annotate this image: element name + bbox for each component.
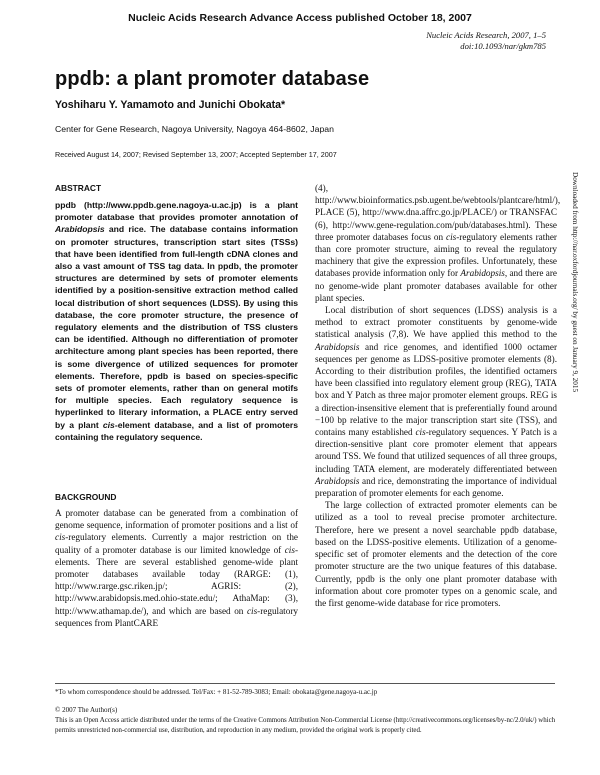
copyright: © 2007 The Author(s)	[55, 706, 118, 714]
paragraph: (4), http://www.bioinformatics.psb.ugent.be/webtools/plantcare/html/), PLACE (5), http://www.dna.affrc.go.jp/PLACE/) or TRANSFAC (6), http://www.gene-regulation.com/pub/databases.html). These three promoter databases focus on cis-regulatory elements rather than core promoter structure, aiming to reveal the regulatory machinery that give the expression profiles. Unfortunately, these databases provide information only for Arabidopsis, and there are no genome-wide plant promoter databases available for other plant species.	[315, 183, 561, 303]
footnote-divider	[55, 683, 555, 684]
journal-banner: Nucleic Acids Research Advance Access published October 18, 2007	[128, 12, 472, 24]
paragraph: Local distribution of short sequences (LDSS) analysis is a method to extract promoter constituents by genome-wide statistical analysis (7,8). We have applied this method to the Arabidopsis and rice genomes, and identified 1000 octamer sequences per genome as LDSS-positive promoter elements (8). According to their distribution profiles, the identified octamers have been classified into regulatory element group (REG), TATA box and Y Patch as three major promoter element groups. REG is a direction-insensitive element that is preferentially found around −100 bp relative to the major transcription start site (TSS), and contains many established cis-regulatory sequences. Y Patch is a direction-sensitive plant core promoter element that appears around TSS. We found that utilized sequences of all three groups, including TATA element, are moderately differentiated between Arabidopsis and rice, demonstrating the importance of individual preparation of promoter elements for each genome.	[315, 305, 557, 499]
doi: doi:10.1093/nar/gkm785	[460, 41, 546, 51]
journal-citation: Nucleic Acids Research, 2007, 1–5	[426, 30, 546, 40]
journal-reference	[426, 30, 546, 52]
paper-title: ppdb: a plant promoter database	[55, 68, 370, 90]
license-text: This is an Open Access article distributed under the terms of the Creative Commons Attribution Non-Commercial License (http://creativecommons.org/licenses/by-nc/2.0/uk/) which permits unrestricted non-commercial use, distribution, and reproduction in any medium, provided the original work is properly cited.	[55, 717, 556, 734]
correspondence-footnote: *To whom correspondence should be addressed. Tel/Fax: + 81-52-789-3083; Email: obokata@gene.nagoya-u.ac.jp	[55, 688, 378, 696]
authors: Yoshiharu Y. Yamamoto and Junichi Obokata*	[55, 99, 286, 111]
download-watermark	[565, 172, 585, 602]
affiliation: Center for Gene Research, Nagoya University, Nagoya 464-8602, Japan	[55, 124, 334, 134]
abstract-text: ppdb (http://www.ppdb.gene.nagoya-u.ac.jp) is a plant promoter database that provides promoter annotation of Arabidopsis and rice. The database contains information on promoter structures, transcription start sites (TSSs) that have been identified from full-length cDNA clones and also a vast amount of TSS tag data. In ppdb, the promoter structures are determined by sets of promoter elements identified by a position-sensitive extraction method called local distribution of short sequences (LDSS). By using this database, the core promoter structure, the presence of regulatory elements and the distribution of TSS clusters can be identified. Although no differentiation of promoter architecture among plant species has been reported, there is some divergence of utilized sequences for promoter elements. Therefore, ppdb is based on species-specific sets of promoter elements, rather than on general motifs for multiple species. Each regulatory sequence is hyperlinked to literary information, a PLACE entry served by a plant cis-element database, and a list of promoters containing the regulatory sequence.	[55, 200, 298, 442]
download-note: Downloaded from http://nar.oxfordjournals.org/ by guest on January 9, 2015	[571, 172, 579, 393]
paragraph: The large collection of extracted promoter elements can be utilized as a tool to reveal precise promoter architecture. Therefore, here we present a novel searchable ppdb database, based on the LDSS-positive elements. Utilization of a genome-specific set of promoter elements and the detection of the core promoter structure are the two unique features of this database. Currently, ppdb is the only one plant promoter database with information about core promoter types on a genomic scale, and the first genome-wide database for rice promoters.	[315, 500, 557, 608]
submission-dates: Received August 14, 2007; Revised September 13, 2007; Accepted September 17, 2007	[55, 150, 337, 159]
background-text: A promoter database can be generated from a combination of genome sequence, information of promoter positions and a list of cis-regulatory elements. Currently a major restriction on the quality of a promoter database is our limited knowledge of cis-elements. There are several established genome-wide plant promoter databases available today (RARGE: (1), http://www.rarge.gsc.riken.jp/; AGRIS: (2), http://www.arabidopsis.med.ohio-state.edu/; AthaMap: (3), http://www.athamap.de/), and which are based on cis-regulatory sequences from PlantCARE	[55, 508, 298, 628]
background-heading: BACKGROUND	[55, 492, 117, 502]
abstract-heading: ABSTRACT	[55, 183, 102, 193]
right-column	[315, 182, 561, 609]
